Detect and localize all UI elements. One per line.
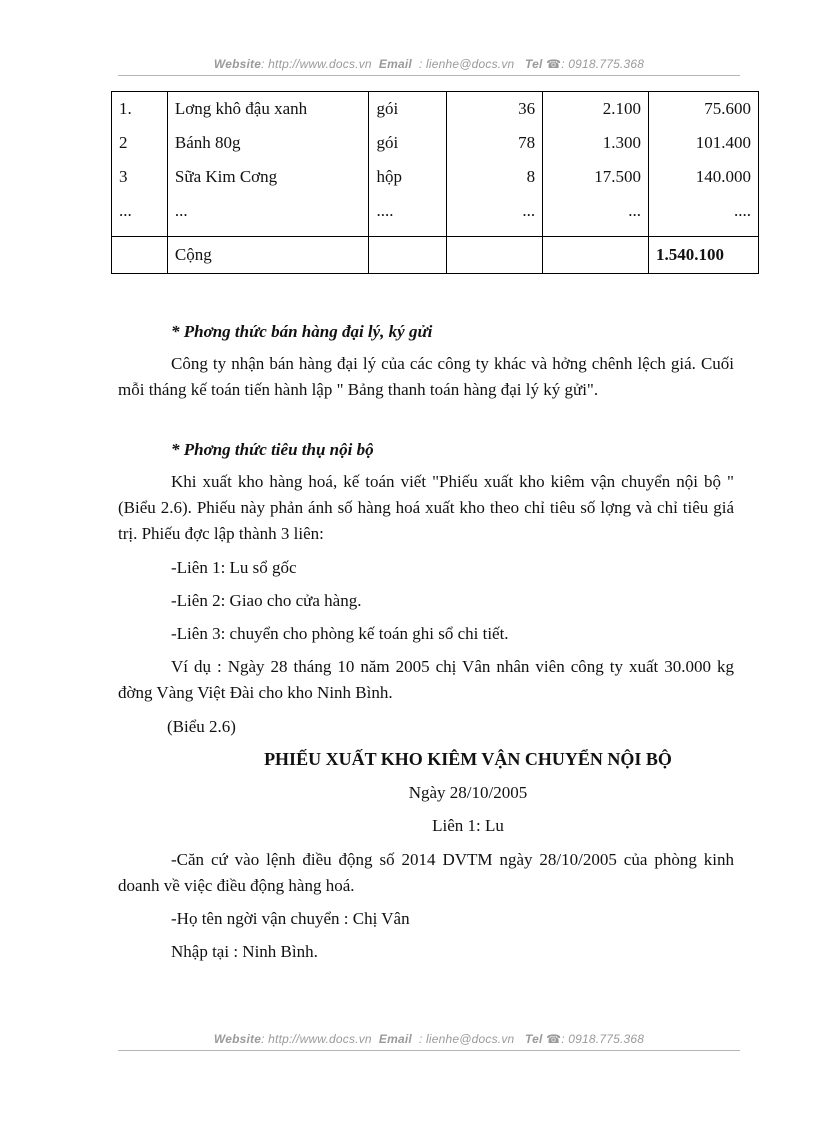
tel-value: ☎: 0918.775.368 bbox=[546, 1032, 645, 1046]
cell-price: 1.300 bbox=[543, 126, 649, 160]
cell-amount: .... bbox=[649, 194, 759, 228]
cell-stt: ... bbox=[112, 194, 168, 228]
cell-unit: gói bbox=[369, 92, 447, 127]
table-row bbox=[112, 126, 759, 160]
heading-internal-consumption: * Phơng thức tiêu thụ nội bộ bbox=[171, 440, 374, 459]
website-label: Website bbox=[213, 57, 262, 71]
total-empty-cell bbox=[112, 237, 168, 274]
example-paragraph: Ví dụ : Ngày 28 tháng 10 năm 2005 chị Vân nhân viên công ty xuất 30.000 kg đờng Vàng Việt Đài cho kho Ninh Bình. bbox=[118, 657, 734, 702]
cell-unit: gói bbox=[369, 126, 447, 160]
cell-amount: 101.400 bbox=[649, 126, 759, 160]
table-row bbox=[112, 194, 759, 228]
cell-name: ... bbox=[167, 194, 369, 228]
cell-qty: 8 bbox=[447, 160, 543, 194]
website-label: Website bbox=[213, 1032, 262, 1046]
heading-agency-sales: * Phơng thức bán hàng đại lý, ký gửi bbox=[171, 322, 433, 341]
header-divider bbox=[118, 75, 740, 76]
page-header bbox=[118, 57, 740, 71]
website-value[interactable]: : http://www.docs.vn bbox=[261, 57, 372, 71]
form-date: Ngày 28/10/2005 bbox=[408, 783, 528, 802]
can-cu-paragraph: -Căn cứ vào lệnh điều động số 2014 DVTM ngày 28/10/2005 của phòng kinh doanh về việc điều động hàng hoá. bbox=[118, 850, 734, 895]
form-lien: Liên 1: Lu bbox=[432, 816, 504, 835]
cell-qty: ... bbox=[447, 194, 543, 228]
paragraph-agency-sales: Công ty nhận bán hàng đại lý của các công ty khác và hởng chênh lệch giá. Cuối mỗi tháng kế toán tiến hành lập " Bảng thanh toán hàng đại lý ký gửi". bbox=[118, 354, 734, 399]
cell-price: 2.100 bbox=[543, 92, 649, 127]
cell-name: Bánh 80g bbox=[167, 126, 369, 160]
tel-label: Tel bbox=[525, 1032, 543, 1046]
cell-unit: hộp bbox=[369, 160, 447, 194]
cell-price: 17.500 bbox=[543, 160, 649, 194]
total-amount: 1.540.100 bbox=[649, 237, 759, 274]
email-value[interactable]: : lienhe@docs.vn bbox=[418, 57, 515, 71]
cell-name: Sữa Kim Cơng bbox=[167, 160, 369, 194]
total-empty-cell bbox=[447, 237, 543, 274]
table-row bbox=[112, 160, 759, 194]
ho-ten-line: -Họ tên ngời vận chuyển : Chị Vân bbox=[171, 909, 410, 928]
email-label: Email bbox=[378, 1032, 412, 1046]
table-spacer-row bbox=[112, 228, 759, 237]
nhap-tai-line: Nhập tại : Ninh Bình. bbox=[171, 942, 318, 961]
email-value[interactable]: : lienhe@docs.vn bbox=[418, 1032, 515, 1046]
bieu-label: (Biểu 2.6) bbox=[167, 717, 236, 736]
paragraph-internal-consumption: Khi xuất kho hàng hoá, kế toán viết "Phiếu xuất kho kiêm vận chuyển nội bộ "(Biểu 2.6). Phiếu này phản ánh số hàng hoá xuất kho theo chỉ tiêu số lợng và chỉ tiêu giá trị. Phiếu đợc lập thành 3 liên: bbox=[118, 472, 734, 543]
page-footer bbox=[118, 1032, 740, 1046]
table-row bbox=[112, 92, 759, 127]
total-label: Cộng bbox=[167, 237, 369, 274]
total-empty-cell bbox=[369, 237, 447, 274]
cell-qty: 36 bbox=[447, 92, 543, 127]
cell-amount: 75.600 bbox=[649, 92, 759, 127]
email-label: Email bbox=[378, 57, 412, 71]
tel-value: ☎: 0918.775.368 bbox=[546, 57, 645, 71]
lien-1: -Liên 1: Lu sổ gốc bbox=[171, 558, 297, 577]
lien-2: -Liên 2: Giao cho cửa hàng. bbox=[171, 591, 362, 610]
cell-price: ... bbox=[543, 194, 649, 228]
lien-3: -Liên 3: chuyển cho phòng kế toán ghi sổ chi tiết. bbox=[171, 624, 509, 643]
table-total-row bbox=[112, 237, 759, 274]
tel-label: Tel bbox=[525, 57, 543, 71]
cell-stt: 3 bbox=[112, 160, 168, 194]
form-title: PHIẾU XUẤT KHO KIÊM VẬN CHUYỂN NỘI BỘ bbox=[264, 749, 672, 769]
goods-table bbox=[111, 91, 759, 274]
cell-qty: 78 bbox=[447, 126, 543, 160]
cell-stt: 1. bbox=[112, 92, 168, 127]
cell-name: Lơng khô đậu xanh bbox=[167, 92, 369, 127]
cell-stt: 2 bbox=[112, 126, 168, 160]
website-value[interactable]: : http://www.docs.vn bbox=[261, 1032, 372, 1046]
footer-divider bbox=[118, 1050, 740, 1051]
total-empty-cell bbox=[543, 237, 649, 274]
cell-unit: .... bbox=[369, 194, 447, 228]
cell-amount: 140.000 bbox=[649, 160, 759, 194]
